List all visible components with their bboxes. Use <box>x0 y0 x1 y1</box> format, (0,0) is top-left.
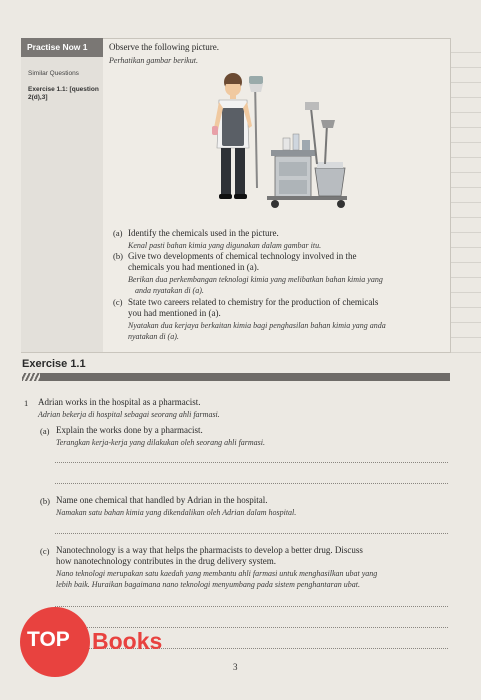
exercise-bar-stripes <box>22 373 40 381</box>
exercise-bar <box>22 373 450 381</box>
topbooks-logo-books: Books <box>92 628 163 654</box>
practise-q-a-en: Identify the chemicals used in the picture. <box>128 228 279 238</box>
exercise-b-en: Name one chemical that handled by Adrian in the hospital. <box>56 495 268 505</box>
practise-q-b-ms2: anda nyatakan di (a). <box>135 286 204 295</box>
cleaning-trolley-icon <box>267 102 347 208</box>
practise-header: Practise Now 1 <box>21 38 103 57</box>
answer-line <box>55 533 448 534</box>
similar-questions-label: Similar Questions <box>28 70 79 77</box>
topbooks-logo-top: TOP <box>27 628 70 651</box>
exercise-stem-en: Adrian works in the hospital as a pharmacist. <box>38 397 201 407</box>
cleaner-illustration <box>205 68 355 218</box>
practise-q-b-en2: chemicals you had mentioned in (a). <box>128 262 259 272</box>
practise-intro-en: Observe the following picture. <box>109 42 219 52</box>
exercise-q-number: 1 <box>24 398 29 408</box>
exercise-b-ms: Namakan satu bahan kimia yang dikendalikan oleh Adrian dalam hospital. <box>56 508 297 517</box>
practise-q-c-ms1: Nyatakan dua kerjaya berkaitan kimia bagi penghasilan bahan kimia yang anda <box>128 321 386 330</box>
exercise-stem-ms: Adrian bekerja di hospital sebagai seorang ahli farmasi. <box>38 410 220 419</box>
practise-q-b-en1: Give two developments of chemical technology involved in the <box>128 251 357 261</box>
answer-line <box>55 483 448 484</box>
exercise-c-label: (c) <box>40 546 50 556</box>
exercise-a-label: (a) <box>40 426 50 436</box>
exercise-c-en1: Nanotechnology is a way that helps the pharmacists to develop a better drug. Discuss <box>56 545 363 555</box>
page-number: 3 <box>233 662 238 672</box>
practise-q-c-en1: State two careers related to chemistry for the production of chemicals <box>128 297 379 307</box>
practise-q-b-ms1: Berikan dua perkembangan teknologi kimia yang melibatkan bahan kimia yang <box>128 275 383 284</box>
answer-line <box>55 606 448 607</box>
exercise-c-ms2: lebih baik. Huraikan bagaimana nano teknologi menyumbang pada sistem penghantaran ubat. <box>56 580 360 589</box>
similar-questions-ref: Exercise 1.1: [question 2(d),3] <box>28 86 99 101</box>
practise-q-c-ms2: nyatakan di (a). <box>128 332 179 341</box>
answer-line <box>55 462 448 463</box>
exercise-b-label: (b) <box>40 496 50 506</box>
practise-q-a-ms: Kenal pasti bahan kimia yang digunakan dalam gambar itu. <box>128 241 322 250</box>
practise-q-c-label: (c) <box>113 297 123 307</box>
mop-icon <box>249 76 263 188</box>
exercise-c-en2: how nanotechnology contributes in the drug delivery system. <box>56 556 276 566</box>
cleaner-figure-icon <box>212 73 252 199</box>
exercise-title: Exercise 1.1 <box>22 358 86 370</box>
practise-q-a-label: (a) <box>113 228 123 238</box>
practise-intro-ms: Perhatikan gambar berikut. <box>109 56 198 65</box>
practise-q-c-en2: you had mentioned in (a). <box>128 308 221 318</box>
exercise-a-en: Explain the works done by a pharmacist. <box>56 425 203 435</box>
exercise-c-ms1: Nano teknologi merupakan satu kaedah yang membantu ahli farmasi untuk menghasilkan ubat yang <box>56 569 378 578</box>
practise-q-b-label: (b) <box>113 251 123 261</box>
exercise-a-ms: Terangkan kerja-kerja yang dilakukan oleh seorang ahli farmasi. <box>56 438 266 447</box>
background-bleed-lines <box>449 38 481 358</box>
